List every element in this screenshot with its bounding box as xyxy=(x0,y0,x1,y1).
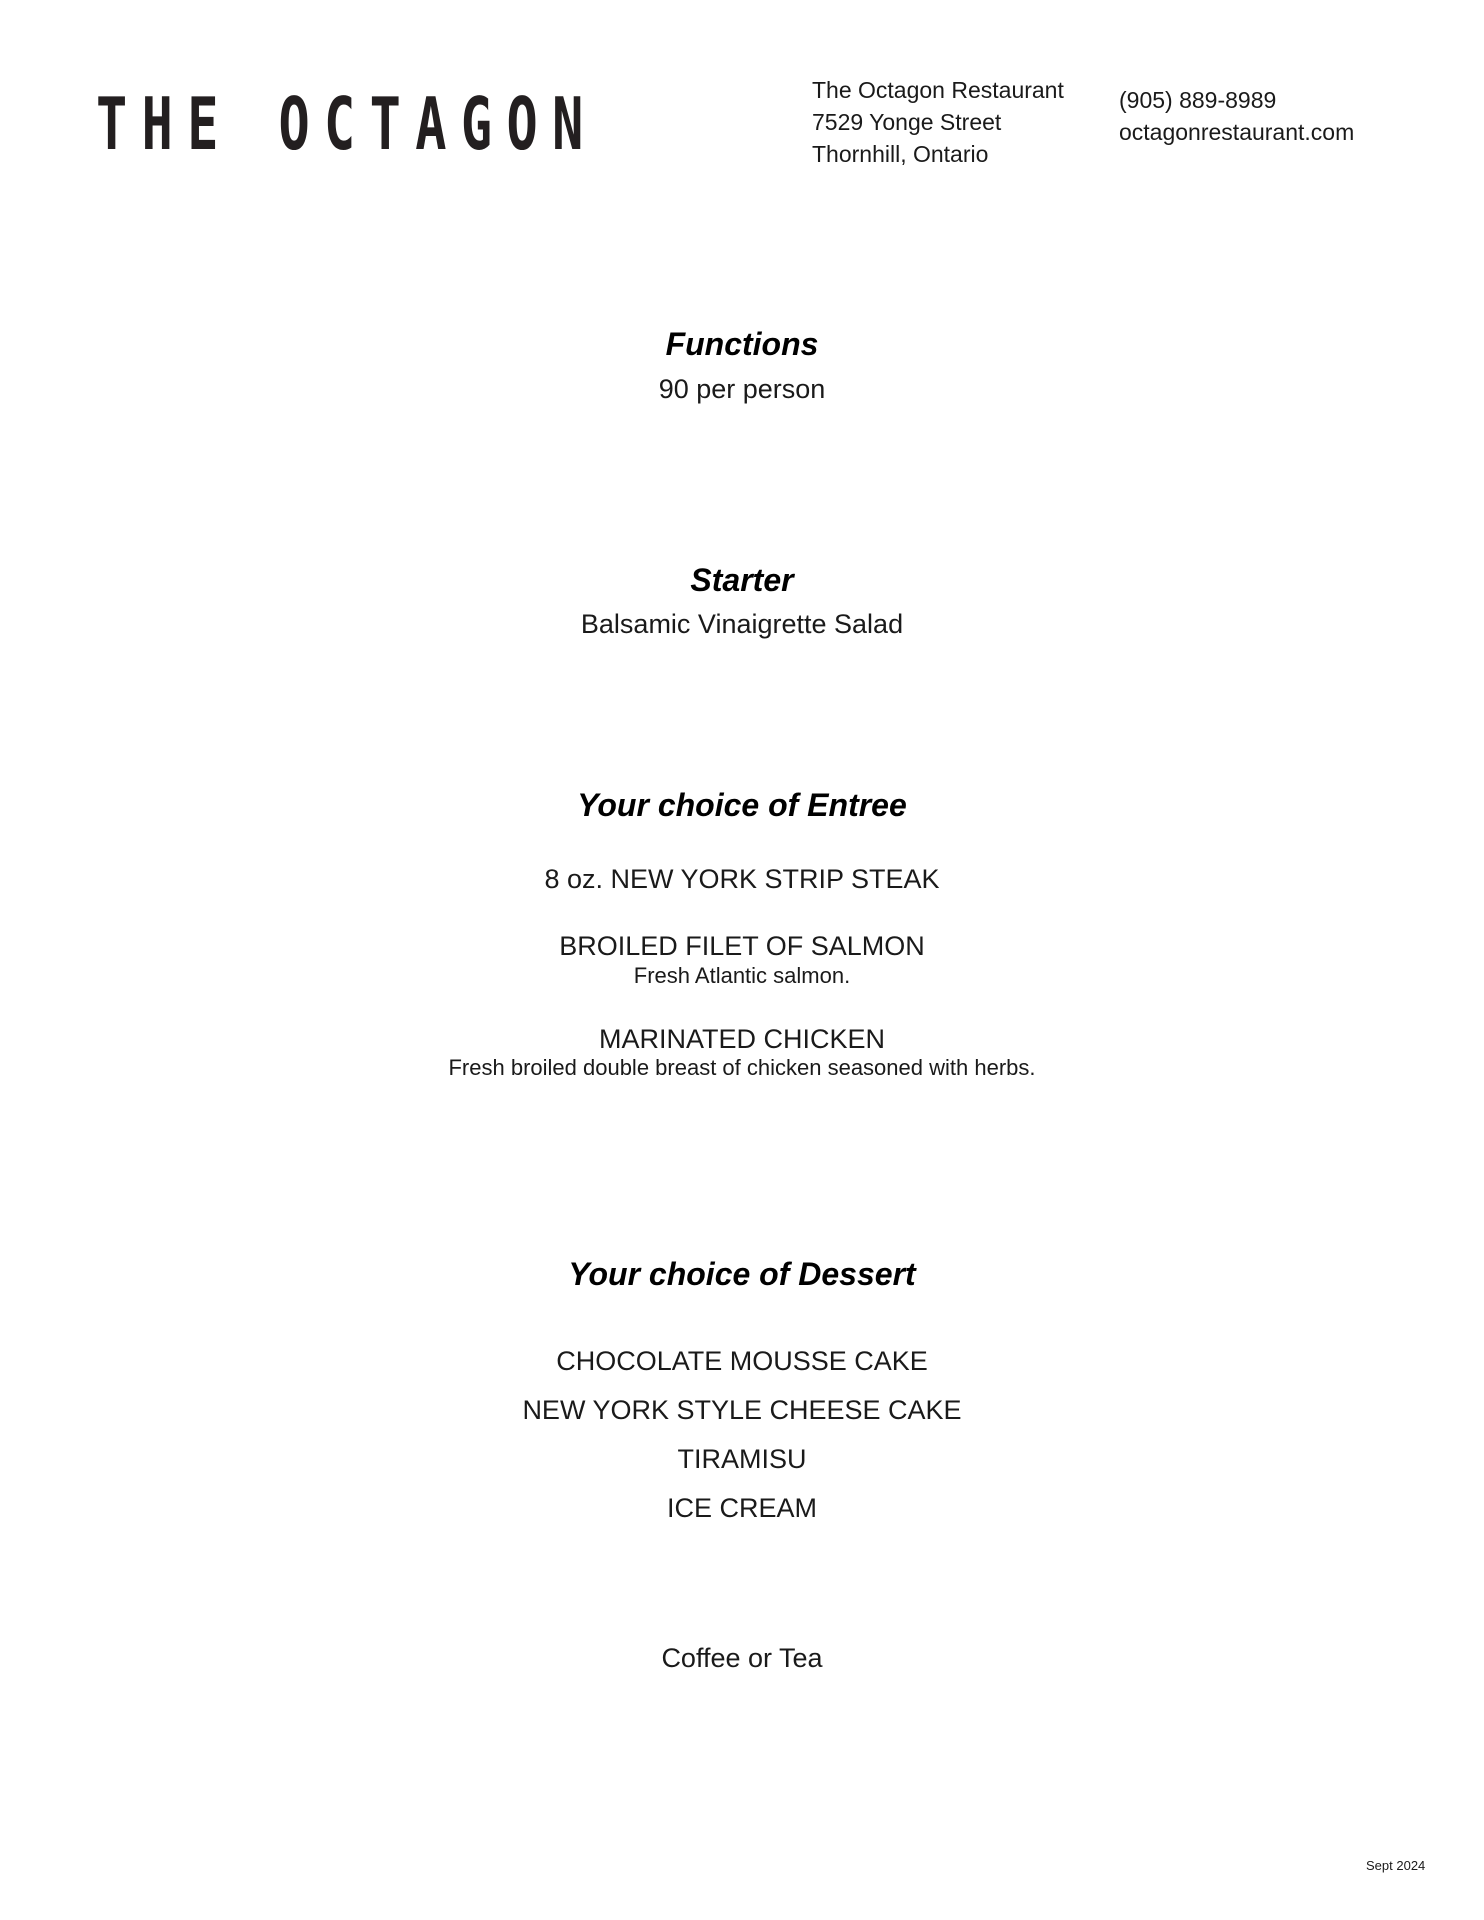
entree-heading: Your choice of Entree xyxy=(577,787,907,823)
restaurant-logo: THE OCTAGON xyxy=(96,82,598,166)
phone-number: (905) 889-8989 xyxy=(1119,87,1277,113)
functions-price: 90 per person xyxy=(658,374,826,404)
dessert-item: TIRAMISU xyxy=(677,1444,807,1474)
dessert-item: NEW YORK STYLE CHEESE CAKE xyxy=(522,1395,962,1425)
address-line-city: Thornhill, Ontario xyxy=(812,141,989,167)
dessert-item: ICE CREAM xyxy=(666,1493,818,1523)
functions-heading: Functions xyxy=(665,326,819,362)
entree-item-steak: 8 oz. NEW YORK STRIP STEAK xyxy=(544,864,940,894)
entree-salmon-description: Fresh Atlantic salmon. xyxy=(633,963,851,988)
address-line-name: The Octagon Restaurant xyxy=(812,77,1064,103)
address-line-street: 7529 Yonge Street xyxy=(812,109,1002,135)
entree-item-salmon: BROILED FILET OF SALMON xyxy=(559,931,925,961)
restaurant-contact xyxy=(1119,84,1354,148)
starter-heading: Starter xyxy=(690,562,794,598)
entree-chicken-description: Fresh broiled double breast of chicken seasoned with herbs. xyxy=(448,1055,1036,1080)
beverage-line: Coffee or Tea xyxy=(661,1643,823,1673)
website-link[interactable]: octagonrestaurant.com xyxy=(1119,119,1355,145)
starter-item: Balsamic Vinaigrette Salad xyxy=(580,609,904,639)
entree-item-chicken: MARINATED CHICKEN xyxy=(598,1024,886,1054)
dessert-item: CHOCOLATE MOUSSE CAKE xyxy=(556,1346,928,1376)
menu-date: Sept 2024 xyxy=(1366,1858,1426,1873)
restaurant-address xyxy=(812,74,1064,170)
dessert-heading: Your choice of Dessert xyxy=(568,1256,916,1292)
